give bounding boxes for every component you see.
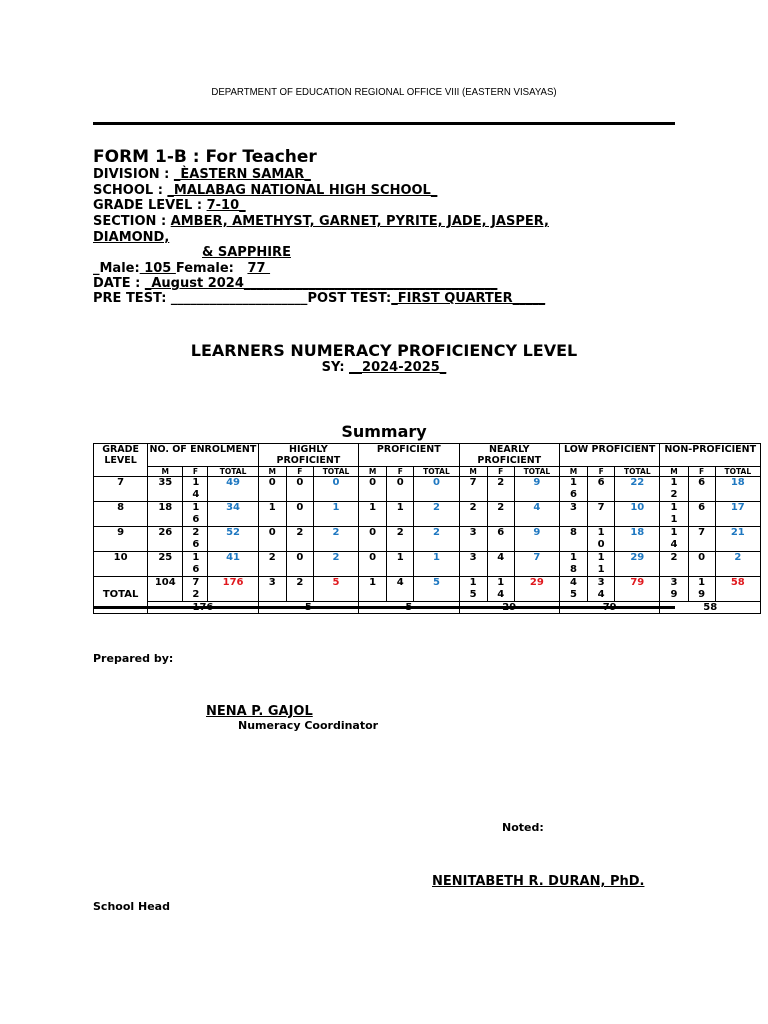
table-cell: 0 bbox=[286, 477, 313, 502]
subheader-m: M bbox=[559, 467, 587, 477]
table-cell: 29 bbox=[514, 577, 559, 602]
section-value-2: DIAMOND, bbox=[93, 230, 170, 245]
table-cell: 0 bbox=[359, 477, 387, 502]
subheader-f: F bbox=[286, 467, 313, 477]
table-cell: 2 bbox=[387, 527, 414, 552]
subheader-total: TOTAL bbox=[615, 467, 660, 477]
table-cell: 0 bbox=[688, 552, 715, 577]
subheader-f: F bbox=[183, 467, 208, 477]
table-cell: 18 bbox=[559, 552, 587, 577]
department-header: DEPARTMENT OF EDUCATION REGIONAL OFFICE VIII (EASTERN VISAYAS) bbox=[211, 86, 557, 98]
table-cell: 4 bbox=[514, 502, 559, 527]
table-cell: 21 bbox=[715, 527, 760, 552]
table-cell: 5 bbox=[313, 577, 358, 602]
header-nearly-proficient: NEARLY PROFICIENT bbox=[459, 444, 559, 467]
grand-total-cell: 58 bbox=[660, 602, 761, 614]
subheader-total: TOTAL bbox=[414, 467, 459, 477]
table-cell: 34 bbox=[588, 577, 615, 602]
subheader-f: F bbox=[487, 467, 514, 477]
coordinator-title: Numeracy Coordinator bbox=[238, 719, 379, 732]
subheader-total: TOTAL bbox=[208, 467, 258, 477]
female-value: 77 bbox=[247, 261, 271, 276]
table-cell: 2 bbox=[487, 477, 514, 502]
table-cell: 7 bbox=[688, 527, 715, 552]
table-cell: 49 bbox=[208, 477, 258, 502]
date-label: DATE : bbox=[93, 276, 145, 291]
school-value: _MALABAG NATIONAL HIGH SCHOOL_ bbox=[167, 183, 438, 198]
division-line bbox=[93, 167, 311, 182]
total-label: TOTAL bbox=[94, 577, 148, 614]
grade-label: GRADE LEVEL : bbox=[93, 198, 207, 213]
enrolment-line bbox=[93, 261, 270, 276]
posttest-value: _FIRST QUARTER_____ bbox=[391, 291, 546, 306]
table-cell: 1 bbox=[258, 502, 286, 527]
subheader-m: M bbox=[459, 467, 487, 477]
table-cell: 1 bbox=[387, 552, 414, 577]
table-cell: 0 bbox=[286, 502, 313, 527]
grade-cell: 8 bbox=[94, 502, 148, 527]
table-cell: 25 bbox=[148, 552, 183, 577]
table-cell: 5 bbox=[414, 577, 459, 602]
grade-line bbox=[93, 198, 246, 213]
table-cell: 26 bbox=[183, 527, 208, 552]
table-cell: 0 bbox=[414, 477, 459, 502]
pretest-label: PRE TEST: _____________________ bbox=[93, 291, 308, 306]
table-cell: 11 bbox=[588, 552, 615, 577]
table-cell: 15 bbox=[459, 577, 487, 602]
table-cell: 7 bbox=[514, 552, 559, 577]
table-cell: 18 bbox=[615, 527, 660, 552]
table-cell: 0 bbox=[359, 527, 387, 552]
subheader-f: F bbox=[588, 467, 615, 477]
table-row bbox=[94, 527, 761, 552]
table-total-row bbox=[94, 577, 761, 602]
table-cell: 7 bbox=[588, 502, 615, 527]
table-cell: 3 bbox=[559, 502, 587, 527]
table-cell: 8 bbox=[559, 527, 587, 552]
table-cell: 2 bbox=[313, 527, 358, 552]
table-cell: 3 bbox=[258, 577, 286, 602]
female-label: Female: bbox=[175, 261, 248, 276]
header-grade-level: GRADE LEVEL bbox=[94, 444, 148, 477]
table-header-row bbox=[94, 444, 761, 467]
male-value: 105 bbox=[139, 261, 176, 276]
table-cell: 3 bbox=[459, 552, 487, 577]
header-enrolment: NO. OF ENROLMENT bbox=[148, 444, 258, 467]
table-cell: 52 bbox=[208, 527, 258, 552]
subheader-m: M bbox=[148, 467, 183, 477]
grade-cell: 9 bbox=[94, 527, 148, 552]
table-cell: 35 bbox=[148, 477, 183, 502]
subheader-total: TOTAL bbox=[715, 467, 760, 477]
table-row bbox=[94, 552, 761, 577]
summary-table bbox=[93, 443, 761, 614]
table-cell: 0 bbox=[258, 527, 286, 552]
table-cell: 16 bbox=[183, 552, 208, 577]
form-title: FORM 1-B : For Teacher bbox=[93, 147, 317, 167]
table-cell: 6 bbox=[487, 527, 514, 552]
table-cell: 14 bbox=[660, 527, 688, 552]
header-highly-proficient: HIGHLY PROFICIENT bbox=[258, 444, 358, 467]
subheader-total: TOTAL bbox=[313, 467, 358, 477]
table-cell: 16 bbox=[559, 477, 587, 502]
subheader-f: F bbox=[387, 467, 414, 477]
table-cell: 2 bbox=[258, 552, 286, 577]
table-cell: 3 bbox=[459, 527, 487, 552]
table-cell: 6 bbox=[588, 477, 615, 502]
table-cell: 14 bbox=[183, 477, 208, 502]
table-cell: 79 bbox=[615, 577, 660, 602]
table-cell: 39 bbox=[660, 577, 688, 602]
header-low-proficient: LOW PROFICIENT bbox=[559, 444, 659, 467]
male-label: _Male: bbox=[93, 261, 140, 276]
grade-cell: 10 bbox=[94, 552, 148, 577]
table-row bbox=[94, 477, 761, 502]
date-line bbox=[93, 276, 497, 291]
table-cell: 45 bbox=[559, 577, 587, 602]
table-cell: 18 bbox=[715, 477, 760, 502]
table-cell: 4 bbox=[487, 552, 514, 577]
grade-cell: 7 bbox=[94, 477, 148, 502]
table-cell: 19 bbox=[688, 577, 715, 602]
table-cell: 2 bbox=[715, 552, 760, 577]
sy-value: __2024-2025_ bbox=[349, 360, 447, 375]
table-cell: 58 bbox=[715, 577, 760, 602]
table-cell: 9 bbox=[514, 527, 559, 552]
table-cell: 18 bbox=[148, 502, 183, 527]
header-rule bbox=[93, 122, 675, 125]
table-cell: 34 bbox=[208, 502, 258, 527]
table-cell: 2 bbox=[660, 552, 688, 577]
table-cell: 10 bbox=[615, 502, 660, 527]
section-value-3: & SAPPHIRE bbox=[202, 245, 291, 260]
table-cell: 1 bbox=[313, 502, 358, 527]
division-label: DIVISION : bbox=[93, 167, 174, 182]
table-subheader-row bbox=[94, 467, 761, 477]
table-cell: 4 bbox=[387, 577, 414, 602]
section-value-1: AMBER, AMETHYST, GARNET, PYRITE, JADE, JASPER, bbox=[170, 214, 549, 229]
table-cell: 2 bbox=[414, 527, 459, 552]
table-cell: 2 bbox=[459, 502, 487, 527]
school-head-name: NENITABETH R. DURAN, PhD. bbox=[432, 874, 645, 889]
table-cell: 2 bbox=[414, 502, 459, 527]
table-cell: 1 bbox=[359, 577, 387, 602]
table-cell: 1 bbox=[359, 502, 387, 527]
table-cell: 0 bbox=[286, 552, 313, 577]
table-cell: 176 bbox=[208, 577, 258, 602]
prepared-by-label: Prepared by: bbox=[93, 652, 174, 665]
section-line bbox=[93, 214, 549, 229]
table-cell: 1 bbox=[414, 552, 459, 577]
coordinator-name: NENA P. GAJOL bbox=[206, 704, 313, 719]
table-cell: 2 bbox=[286, 577, 313, 602]
subheader-m: M bbox=[359, 467, 387, 477]
table-cell: 2 bbox=[286, 527, 313, 552]
table-bottom-rule bbox=[93, 606, 675, 609]
table-cell: 2 bbox=[313, 552, 358, 577]
subheader-total: TOTAL bbox=[514, 467, 559, 477]
table-cell: 11 bbox=[660, 502, 688, 527]
header-non-proficient: NON-PROFICIENT bbox=[660, 444, 761, 467]
table-cell: 29 bbox=[615, 552, 660, 577]
section-line-2 bbox=[93, 230, 169, 245]
table-cell: 14 bbox=[487, 577, 514, 602]
table-cell: 7 bbox=[459, 477, 487, 502]
sy-label: SY: bbox=[321, 360, 350, 375]
table-cell: 0 bbox=[359, 552, 387, 577]
table-cell: 12 bbox=[660, 477, 688, 502]
section-label: SECTION : bbox=[93, 214, 171, 229]
subheader-m: M bbox=[660, 467, 688, 477]
test-line bbox=[93, 291, 545, 306]
noted-label: Noted: bbox=[502, 821, 544, 834]
table-cell: 17 bbox=[715, 502, 760, 527]
date-value: _August 2024_______________________________________ bbox=[144, 276, 498, 291]
header-proficient: PROFICIENT bbox=[359, 444, 459, 467]
school-line bbox=[93, 183, 437, 198]
division-value: _ÈASTERN SAMAR_ bbox=[173, 167, 311, 182]
subheader-m: M bbox=[258, 467, 286, 477]
summary-title: Summary bbox=[341, 422, 427, 441]
school-head-title: School Head bbox=[93, 900, 170, 913]
table-cell: 2 bbox=[487, 502, 514, 527]
table-body bbox=[94, 477, 761, 614]
table-cell: 41 bbox=[208, 552, 258, 577]
table-cell: 9 bbox=[514, 477, 559, 502]
subheader-f: F bbox=[688, 467, 715, 477]
section-line-3 bbox=[202, 245, 291, 260]
main-title: LEARNERS NUMERACY PROFICIENCY LEVEL bbox=[190, 341, 578, 360]
table-cell: 22 bbox=[615, 477, 660, 502]
posttest-label: POST TEST: bbox=[307, 291, 392, 306]
school-year-line bbox=[0, 360, 768, 375]
table-cell: 0 bbox=[313, 477, 358, 502]
table-cell: 0 bbox=[258, 477, 286, 502]
grade-value: 7-10_ bbox=[206, 198, 246, 213]
school-label: SCHOOL : bbox=[93, 183, 168, 198]
table-cell: 10 bbox=[588, 527, 615, 552]
table-cell: 6 bbox=[688, 477, 715, 502]
table-cell: 16 bbox=[183, 502, 208, 527]
table-cell: 26 bbox=[148, 527, 183, 552]
table-row bbox=[94, 502, 761, 527]
table-cell: 72 bbox=[183, 577, 208, 602]
table-cell: 1 bbox=[387, 502, 414, 527]
table-cell: 104 bbox=[148, 577, 183, 602]
table-cell: 6 bbox=[688, 502, 715, 527]
table-cell: 0 bbox=[387, 477, 414, 502]
